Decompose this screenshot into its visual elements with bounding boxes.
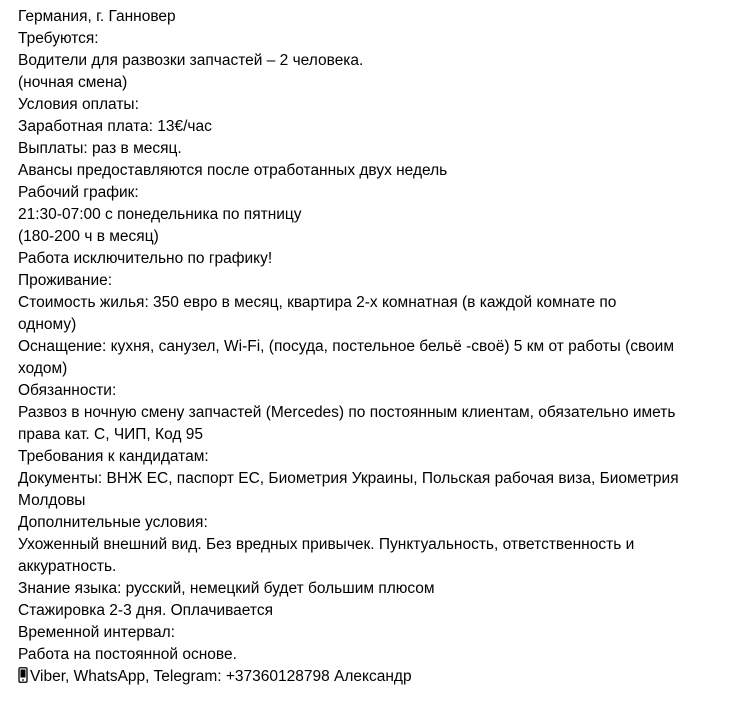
schedule-heading: Рабочий график:	[18, 184, 139, 201]
duties-line-1: Развоз в ночную смену запчастей (Mercedes) по постоянным клиентам, обязательно иметь	[18, 404, 676, 421]
contact-line	[18, 666, 724, 688]
pay-heading: Условия оплаты:	[18, 96, 139, 113]
schedule-monthly-line: (180-200 ч в месяц)	[18, 228, 159, 245]
languages-line: Знание языка: русский, немецкий будет большим плюсом	[18, 580, 435, 597]
advances-line: Авансы предоставляются после отработанных двух недель	[18, 162, 448, 179]
requirements-heading: Требования к кандидатам:	[18, 448, 209, 465]
job-posting-document	[18, 6, 724, 688]
housing-heading: Проживание:	[18, 272, 113, 289]
schedule-note-line: Работа исключительно по графику!	[18, 250, 273, 267]
shift-line: (ночная смена)	[18, 74, 128, 91]
mobile-phone-icon	[18, 667, 28, 683]
housing-cost-line-2: одному)	[18, 316, 77, 333]
extra-line-1: Ухоженный внешний вид. Без вредных привычек. Пунктуальность, ответственность и	[18, 536, 635, 553]
extra-heading: Дополнительные условия:	[18, 514, 208, 531]
amenities-line-1: Оснащение: кухня, санузел, Wi-Fi, (посуда, постельное бельё -своё) 5 км от работы (своим	[18, 338, 674, 355]
duties-heading: Обязанности:	[18, 382, 117, 399]
contact-text: Viber, WhatsApp, Telegram: +37360128798 Александр	[30, 668, 412, 685]
internship-line: Стажировка 2-3 дня. Оплачивается	[18, 602, 273, 619]
location-line: Германия, г. Ганновер	[18, 8, 176, 25]
duties-line-2: права кат. С, ЧИП, Код 95	[18, 426, 203, 443]
documents-line-1: Документы: ВНЖ ЕС, паспорт ЕС, Биометрия Украины, Польская рабочая виза, Биометрия	[18, 470, 679, 487]
housing-cost-line-1: Стоимость жилья: 350 евро в месяц, квартира 2-х комнатная (в каждой комнате по	[18, 294, 617, 311]
schedule-hours-line: 21:30-07:00 с понедельника по пятницу	[18, 206, 302, 223]
required-heading: Требуются:	[18, 30, 99, 47]
salary-line: Заработная плата: 13€/час	[18, 118, 212, 135]
extra-line-2: аккуратность.	[18, 558, 117, 575]
documents-line-2: Молдовы	[18, 492, 86, 509]
position-line: Водители для развозки запчастей – 2 человека.	[18, 52, 364, 69]
interval-heading: Временной интервал:	[18, 624, 175, 641]
amenities-line-2: ходом)	[18, 360, 68, 377]
interval-line: Работа на постоянной основе.	[18, 646, 237, 663]
payouts-line: Выплаты: раз в месяц.	[18, 140, 182, 157]
